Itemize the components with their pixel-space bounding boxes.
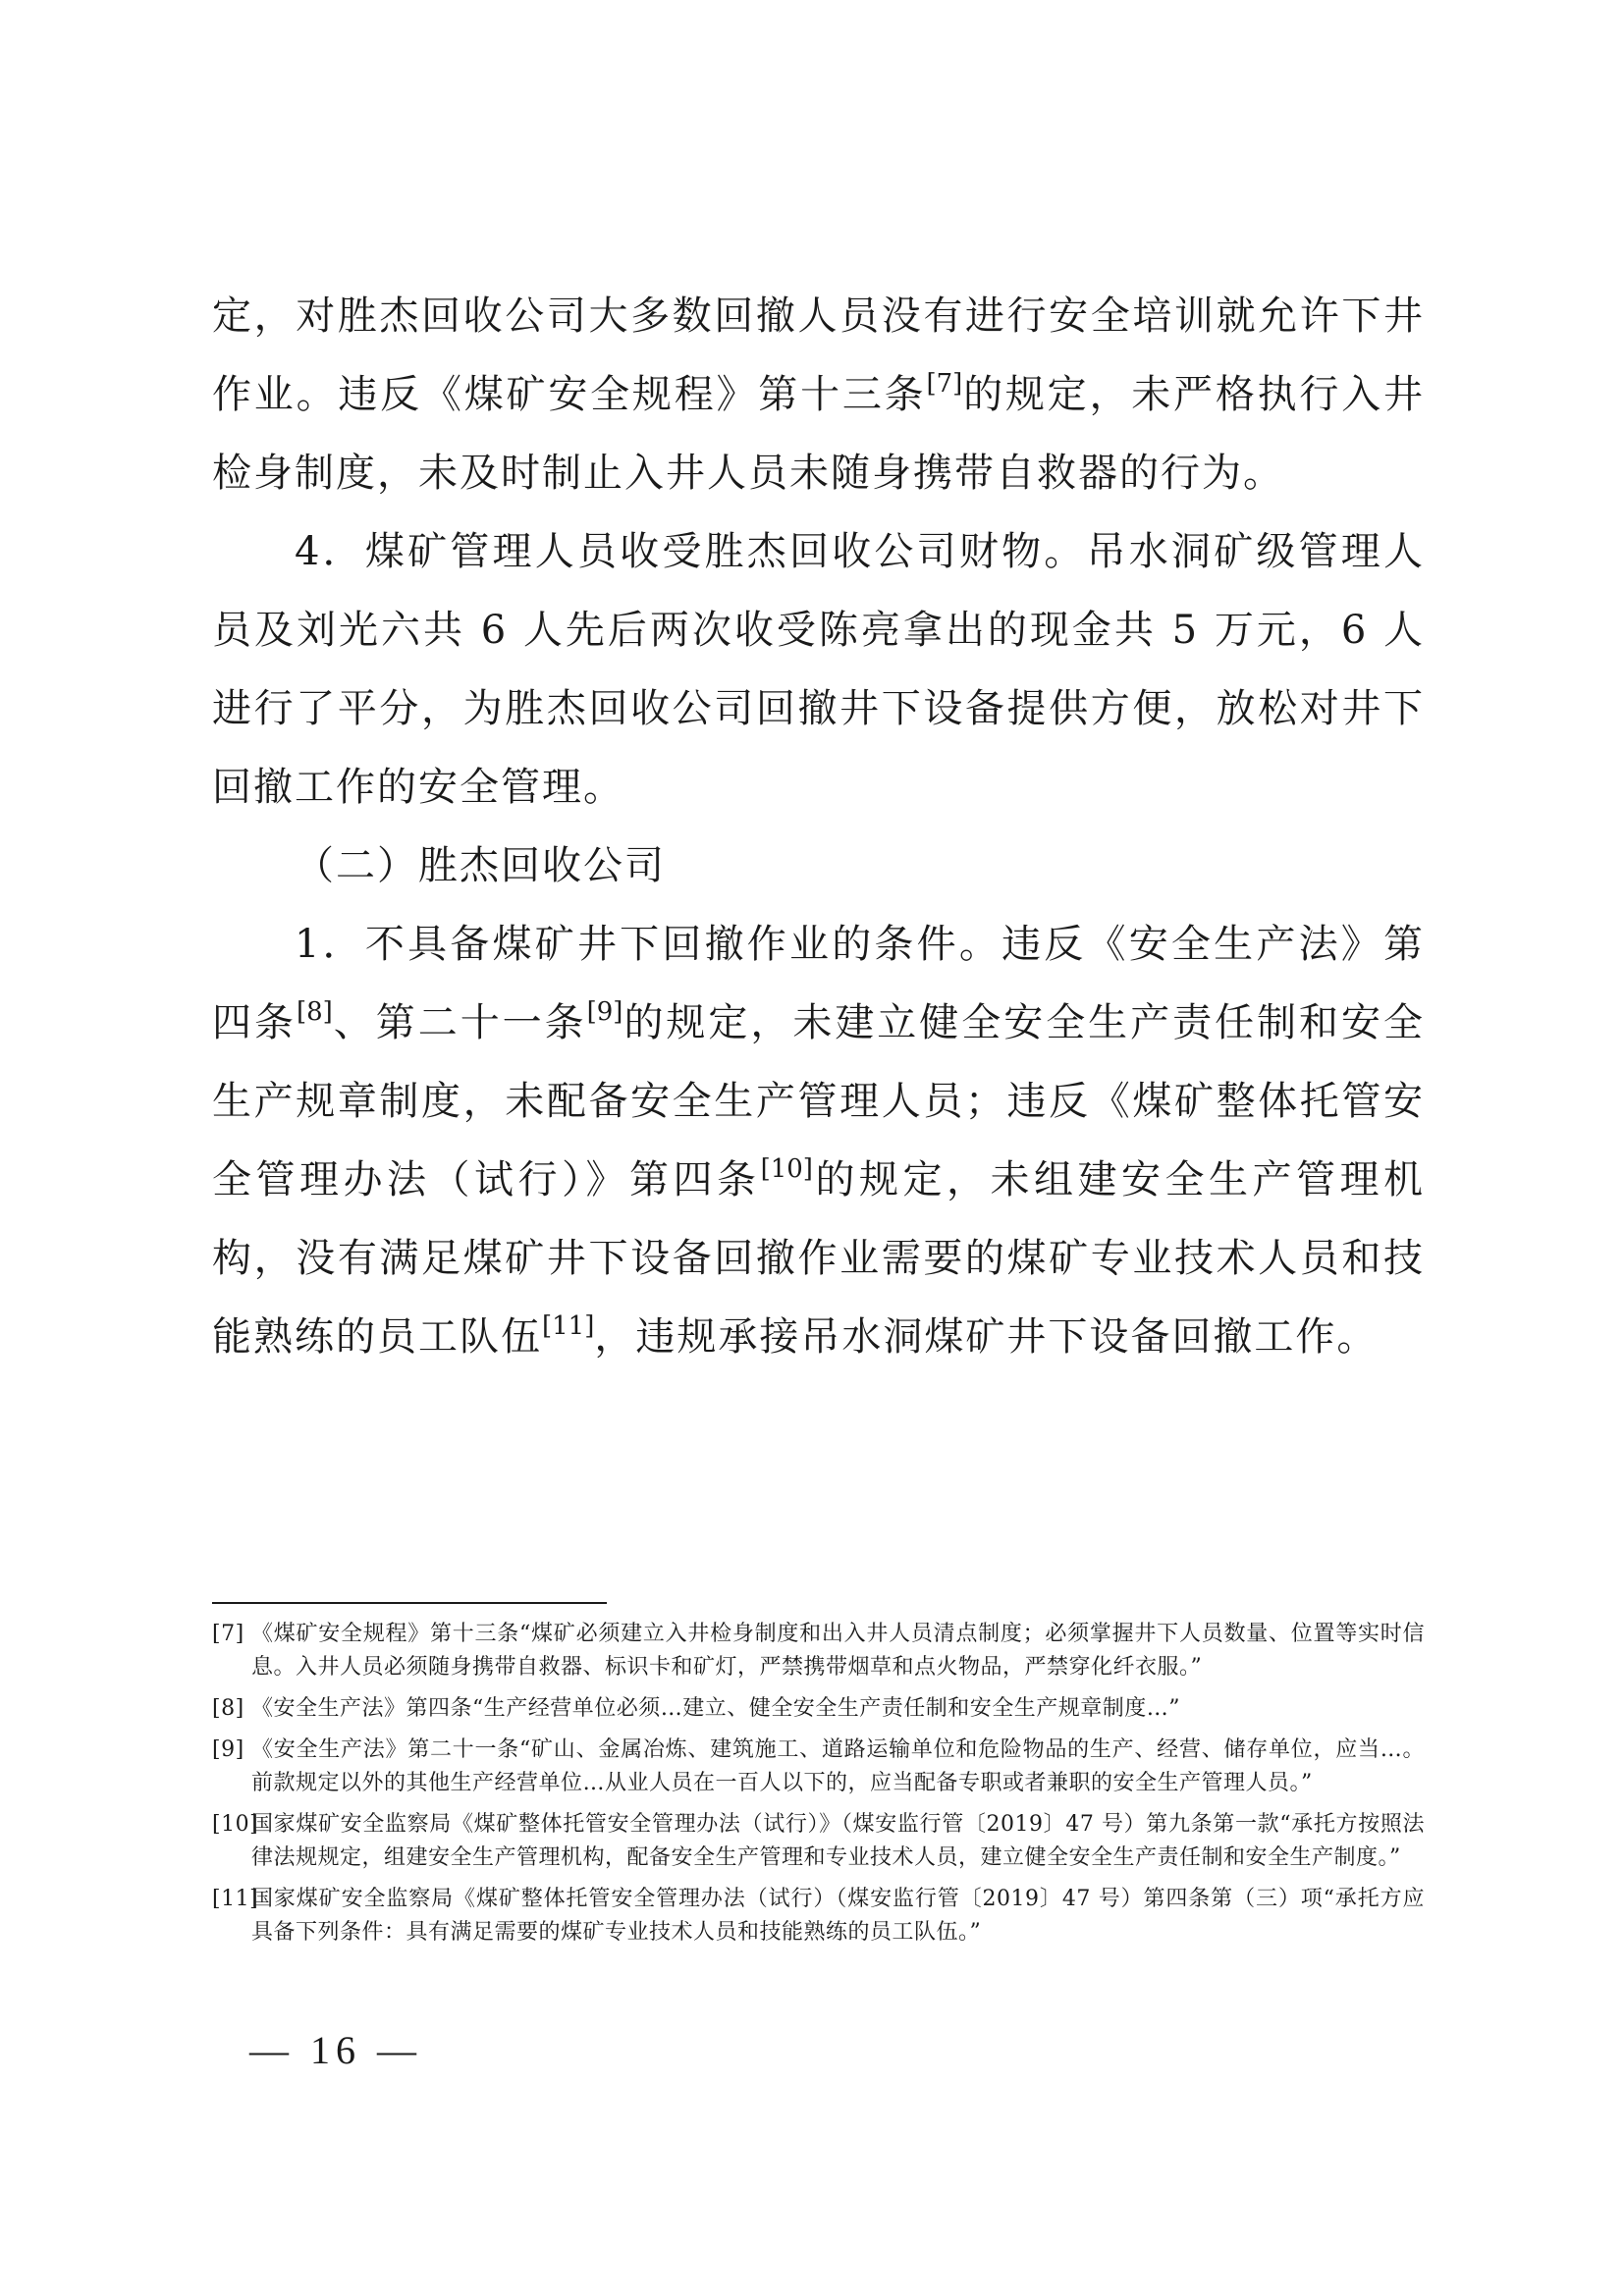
footnote-text: 国家煤矿安全监察局《煤矿整体托管安全管理办法（试行）》（煤安监行管〔2019〕47 号）第九条第一款“承托方按照法律法规规定，组建安全生产管理机构，配备安全生产管理和专业技术人员，建立健全安全生产责任制和安全生产制度。” <box>251 1812 1425 1870</box>
footnote-mark: [7] <box>212 1622 244 1646</box>
footnote-ref-8[interactable]: [8] <box>296 996 333 1027</box>
page-number: — 16 — <box>249 2028 422 2072</box>
footnote-ref-9[interactable]: [9] <box>586 996 623 1027</box>
footnote-text: 国家煤矿安全监察局《煤矿整体托管安全管理办法（试行）（煤安监行管〔2019〕47 号）第四条第（三）项“承托方应具备下列条件：具有满足需要的煤矿专业技术人员和技能熟练的员工队伍。” <box>251 1887 1425 1945</box>
para3-text-c: 的规定，未建立健全安全生产责任制和安全生产规章制度，未配备安全生产管理人员；违反《煤矿整体托管安全管理办法（试行）》第四条 <box>212 1000 1426 1202</box>
footnote-mark: [9] <box>212 1737 244 1762</box>
footnote-mark: [8] <box>212 1696 244 1721</box>
footnote-mark: [10] <box>212 1812 259 1837</box>
footnote-7 <box>212 1618 1425 1684</box>
footnote-mark: [11] <box>212 1887 259 1911</box>
para1-text: 定，对胜杰回收公司大多数回撤人员没有进行安全培训就允许下井作业。违反《煤矿安全规程》第十三条 <box>212 294 1425 417</box>
body-paragraph-3 <box>212 905 1425 1376</box>
para1-tail: 的规定，未严格执行入井检身制度，未及时制止入井人员未随身携带自救器的行为。 <box>212 372 1426 496</box>
footnote-9 <box>212 1734 1425 1800</box>
footnote-text: 《煤矿安全规程》第十三条“煤矿必须建立入井检身制度和出入井人员清点制度；必须掌握井下人员数量、位置等实时信息。入井人员必须随身携带自救器、标识卡和矿灯，严禁携带烟草和点火物品，严禁穿化纤衣服。” <box>251 1622 1425 1680</box>
para3-text-a: 1．不具备煤矿井下回撤作业的条件。违反《安全生产法》第四条 <box>212 922 1425 1045</box>
section-heading: （二）胜杰回收公司 <box>295 843 666 888</box>
para3-text-d: 的规定，未组建安全生产管理机构，没有满足煤矿井下设备回撤作业需要的煤矿专业技术人员和技能熟练的员工队伍 <box>212 1157 1426 1360</box>
footnote-text: 《安全生产法》第四条“生产经营单位必须…建立、健全安全生产责任制和安全生产规章制度…” <box>251 1696 1180 1721</box>
footnotes-section <box>212 1618 1425 1957</box>
footnote-ref-7[interactable]: [7] <box>926 368 963 399</box>
footnote-divider <box>212 1602 607 1604</box>
footnote-text: 《安全生产法》第二十一条“矿山、金属冶炼、建筑施工、道路运输单位和危险物品的生产、经营、储存单位，应当…。前款规定以外的其他生产经营单位…从业人员在一百人以下的，应当配备专职或者兼职的安全生产管理人员。” <box>251 1737 1425 1795</box>
footnote-8 <box>212 1692 1425 1726</box>
body-paragraph-2: 4．煤矿管理人员收受胜杰回收公司财物。吊水洞矿级管理人员及刘光六共 6 人先后两次收受陈亮拿出的现金共 5 万元，6 人进行了平分，为胜杰回收公司回撤井下设备提供方便，放松对井下回撤工作的安全管理。 <box>212 529 1425 810</box>
footnote-10 <box>212 1808 1425 1875</box>
body-paragraph-1 <box>212 277 1425 512</box>
footnote-ref-10[interactable]: [10] <box>760 1153 813 1184</box>
para3-text-e: ，违规承接吊水洞煤矿井下设备回撤工作。 <box>594 1314 1379 1360</box>
footnote-11 <box>212 1883 1425 1949</box>
footnote-ref-11[interactable]: [11] <box>542 1310 595 1341</box>
para3-text-b: 、第二十一条 <box>332 1000 587 1045</box>
